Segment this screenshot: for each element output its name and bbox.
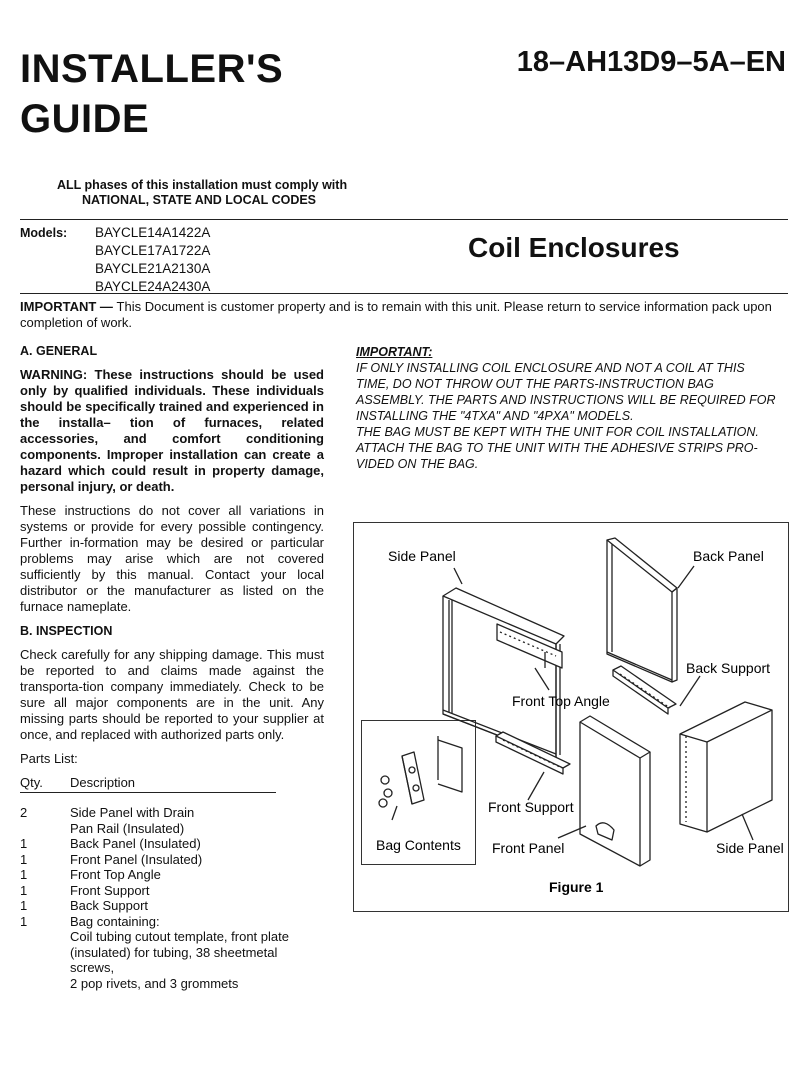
parts-qty: 1 bbox=[20, 867, 28, 882]
compliance-line-2: NATIONAL, STATE AND LOCAL CODES bbox=[82, 193, 317, 207]
label-front-panel: Front Panel bbox=[492, 840, 565, 856]
label-side-panel-left: Side Panel bbox=[388, 548, 456, 564]
important-bag-label: IMPORTANT: bbox=[356, 345, 433, 359]
title-line-2: GUIDE bbox=[20, 97, 150, 141]
important-label: IMPORTANT — bbox=[20, 299, 117, 314]
back-panel-drawing bbox=[607, 538, 677, 682]
section-heading-general: A. GENERAL bbox=[20, 344, 98, 358]
model-item: BAYCLE24A2430A bbox=[95, 279, 211, 294]
leader-front-support bbox=[528, 772, 544, 800]
side-panel-right-drawing bbox=[680, 702, 772, 832]
leader-side-panel-right bbox=[742, 814, 753, 840]
parts-desc: Bag containing: bbox=[70, 913, 160, 929]
parts-list-label: Parts List: bbox=[20, 751, 78, 766]
label-front-top-angle: Front Top Angle bbox=[512, 693, 610, 709]
parts-qty: 1 bbox=[20, 836, 28, 851]
front-panel-drawing bbox=[580, 716, 650, 866]
parts-desc: Front Support bbox=[70, 882, 150, 898]
parts-desc: Back Panel (Insulated) bbox=[70, 836, 201, 851]
models-label: Models: bbox=[20, 226, 68, 240]
notice-line: THE BAG MUST BE KEPT WITH THE UNIT FOR COIL INSTALLATION. bbox=[356, 425, 759, 439]
compliance-line-1: ALL phases of this installation must comply with bbox=[57, 178, 348, 192]
document-number: 18–AH13D9–5A–EN bbox=[516, 46, 786, 78]
notice-line: TIME, DO NOT THROW OUT THE PARTS-INSTRUCTION BAG bbox=[356, 377, 714, 391]
notice-line: ASSEMBLY. THE PARTS AND INSTRUCTIONS WILL BE REQUIRED FOR bbox=[356, 393, 776, 407]
important-text: This Document is customer property and is to remain with this unit. Please return to service information pack upon completion of work. bbox=[20, 299, 772, 330]
leader-side-panel-left bbox=[454, 568, 462, 584]
label-front-support: Front Support bbox=[488, 799, 574, 815]
general-paragraph: These instructions do not cover all variations in systems or provide for every possible contingency. Further in-formation may be desired or particular problems may arise which are not covered sufficiently by this manual. Contact your local distributor or the manufacturer as listed on the furnace nameplate. bbox=[20, 503, 324, 614]
model-item: BAYCLE17A1722A bbox=[95, 243, 211, 258]
qty-header: Qty. bbox=[20, 775, 43, 790]
parts-qty: 1 bbox=[20, 882, 28, 898]
leader-front-panel bbox=[558, 826, 586, 838]
front-top-angle-drawing bbox=[496, 732, 570, 774]
product-title: Coil Enclosures bbox=[468, 232, 680, 263]
parts-qty: 1 bbox=[20, 913, 28, 929]
title-line-1: INSTALLER'S bbox=[20, 47, 284, 91]
warning-paragraph: WARNING: These instructions should be used only by qualified individuals. These individuals should be specifically trained and experienced in the installa– tion of furnaces, related accessories, and comfort conditioning components. Improper installation can create a hazard which could result in property damage, personal injury, or death. bbox=[20, 367, 324, 494]
parts-desc: Front Top Angle bbox=[70, 867, 161, 882]
parts-desc: Front Panel (Insulated) bbox=[70, 851, 203, 867]
leader-back-panel bbox=[678, 566, 694, 588]
parts-desc: Back Support bbox=[70, 898, 149, 913]
back-support-drawing bbox=[613, 666, 676, 714]
notice-line: IF ONLY INSTALLING COIL ENCLOSURE AND NOT A COIL AT THIS bbox=[356, 361, 745, 375]
description-header: Description bbox=[70, 775, 136, 790]
parts-qty: 1 bbox=[20, 851, 28, 867]
bag-contents-drawing bbox=[379, 736, 462, 820]
section-heading-inspection: B. INSPECTION bbox=[20, 624, 113, 638]
label-back-support: Back Support bbox=[686, 660, 771, 676]
notice-line: ATTACH THE BAG TO THE UNIT WITH THE ADHESIVE STRIPS PRO- bbox=[356, 441, 758, 455]
model-item: BAYCLE14A1422A bbox=[95, 225, 211, 240]
parts-desc: Coil tubing cutout template, front plate bbox=[70, 929, 289, 944]
parts-desc: (insulated) for tubing, 38 sheetmetal screws, bbox=[70, 944, 278, 975]
parts-desc: Side Panel with Drain bbox=[70, 805, 195, 820]
parts-qty: 2 bbox=[20, 805, 28, 820]
notice-line: VIDED ON THE BAG. bbox=[356, 457, 479, 471]
figure-caption: Figure 1 bbox=[549, 879, 604, 895]
label-back-panel: Back Panel bbox=[693, 548, 764, 564]
leader-front-top-angle bbox=[535, 668, 549, 690]
notice-line: INSTALLING THE "4TXA" AND "4PXA" MODELS. bbox=[356, 409, 634, 423]
parts-desc: 2 pop rivets, and 3 grommets bbox=[70, 975, 239, 991]
label-side-panel-right: Side Panel bbox=[716, 840, 784, 856]
inspection-paragraph: Check carefully for any shipping damage. This must be reported to and claims made against the transporta-tion company immediately. Check to be sure all major components are in the unit. Any missing parts should be reported to your supplier at once, and replaced with authorized parts only. bbox=[20, 647, 324, 742]
parts-qty: 1 bbox=[20, 898, 28, 913]
leader-back-support bbox=[680, 676, 700, 706]
parts-desc: Pan Rail (Insulated) bbox=[70, 820, 185, 836]
label-bag-contents: Bag Contents bbox=[376, 837, 461, 853]
model-item: BAYCLE21A2130A bbox=[95, 261, 211, 276]
